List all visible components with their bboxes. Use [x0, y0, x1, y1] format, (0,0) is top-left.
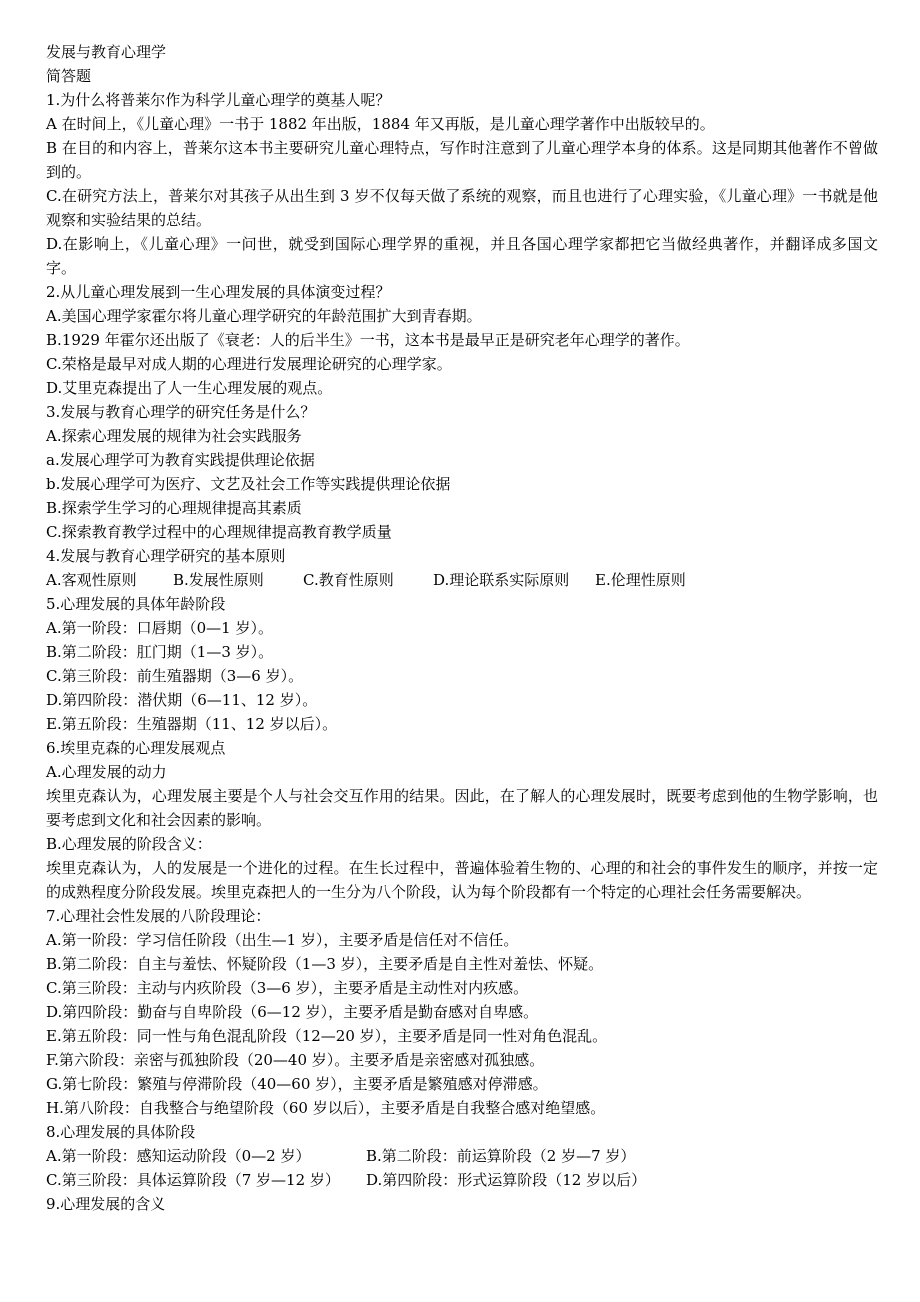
answer-line: B.第二阶段：自主与羞怯、怀疑阶段（1—3 岁），主要矛盾是自主性对羞怯、怀疑。: [46, 955, 604, 973]
stages-row: [46, 1144, 878, 1168]
answer-line: a.发展心理学可为教育实践提供理论依据: [46, 451, 315, 469]
stage-item: C.第三阶段：具体运算阶段（7 岁—12 岁）: [46, 1171, 340, 1189]
answer-line: B.第二阶段：肛门期（1—3 岁）。: [46, 643, 274, 661]
question-1: 1.为什么将普莱尔作为科学儿童心理学的奠基人呢？: [46, 91, 391, 109]
answer-line: D.艾里克森提出了人一生心理发展的观点。: [46, 379, 333, 397]
stage-item: A.第一阶段：感知运动阶段（0—2 岁）: [46, 1147, 311, 1165]
stage-item: D.第四阶段：形式运算阶段（12 岁以后）: [366, 1171, 647, 1189]
question-5: 5.心理发展的具体年龄阶段: [46, 595, 226, 613]
question-7: 7.心理社会性发展的八阶段理论：: [46, 907, 271, 925]
question-3: 3.发展与教育心理学的研究任务是什么？: [46, 403, 316, 421]
principles-row: [46, 568, 878, 592]
answer-line: E.第五阶段：生殖器期（11、12 岁以后）。: [46, 715, 338, 733]
answer-line: D.第四阶段：勤奋与自卑阶段（6—12 岁），主要矛盾是勤奋感对自卑感。: [46, 1003, 539, 1021]
answer-line: B.心理发展的阶段含义：: [46, 835, 212, 853]
question-4: 4.发展与教育心理学研究的基本原则: [46, 547, 286, 565]
principle-item: D.理论联系实际原则: [433, 571, 570, 589]
answer-line: C.探索教育教学过程中的心理规律提高教育教学质量: [46, 523, 392, 541]
answer-paragraph: B 在目的和内容上，普莱尔这本书主要研究儿童心理特点，写作时注意到了儿童心理学本身的体系。这是同期其他著作不曾做到的。: [46, 139, 878, 181]
answer-line: G.第七阶段：繁殖与停滞阶段（40—60 岁），主要矛盾是繁殖感对停滞感。: [46, 1075, 548, 1093]
answer-line: C.第三阶段：前生殖器期（3—6 岁）。: [46, 667, 304, 685]
principle-item: A.客观性原则: [46, 571, 137, 589]
answer-paragraph: 埃里克森认为，心理发展主要是个人与社会交互作用的结果。因此，在了解人的心理发展时，既要考虑到他的生物学影响，也要考虑到文化和社会因素的影响。: [46, 787, 878, 829]
answer-line: A 在时间上，《儿童心理》一书于 1882 年出版，1884 年又再版，是儿童心理学著作中出版较早的。: [46, 115, 715, 133]
answer-line: E.第五阶段：同一性与角色混乱阶段（12—20 岁），主要矛盾是同一性对角色混乱。: [46, 1027, 608, 1045]
answer-line: D.第四阶段：潜伏期（6—11、12 岁）。: [46, 691, 318, 709]
answer-line: A.第一阶段：学习信任阶段（出生—1 岁），主要矛盾是信任对不信任。: [46, 931, 519, 949]
principle-item: C.教育性原则: [303, 571, 394, 589]
answer-line: B.探索学生学习的心理规律提高其素质: [46, 499, 302, 517]
answer-line: A.美国心理学家霍尔将儿童心理学研究的年龄范围扩大到青春期。: [46, 307, 482, 325]
stage-item: B.第二阶段：前运算阶段（2 岁—7 岁）: [366, 1147, 636, 1165]
answer-line: A.心理发展的动力: [46, 763, 167, 781]
answer-line: b.发展心理学可为医疗、文艺及社会工作等实践提供理论依据: [46, 475, 451, 493]
answer-line: C.荣格是最早对成人期的心理进行发展理论研究的心理学家。: [46, 355, 452, 373]
answer-line: H.第八阶段：自我整合与绝望阶段（60 岁以后），主要矛盾是自我整合感对绝望感。: [46, 1099, 606, 1117]
principle-item: B.发展性原则: [173, 571, 264, 589]
stages-row: [46, 1168, 878, 1192]
answer-paragraph: D.在影响上，《儿童心理》一问世，就受到国际心理学界的重视，并且各国心理学家都把它当做经典著作，并翻译成多国文字。: [46, 235, 878, 277]
doc-title: 发展与教育心理学: [46, 43, 167, 61]
section-heading: 简答题: [46, 67, 92, 85]
answer-line: B.1929 年霍尔还出版了《衰老：人的后半生》一书，这本书是最早正是研究老年心理学的著作。: [46, 331, 690, 349]
answer-line: F.第六阶段：亲密与孤独阶段（20—40 岁）。主要矛盾是亲密感对孤独感。: [46, 1051, 545, 1069]
question-2: 2.从儿童心理发展到一生心理发展的具体演变过程？: [46, 283, 391, 301]
answer-line: A.第一阶段：口唇期（0—1 岁）。: [46, 619, 273, 637]
principle-item: E.伦理性原则: [595, 571, 686, 589]
question-6: 6.埃里克森的心理发展观点: [46, 739, 226, 757]
answer-paragraph: C.在研究方法上，普莱尔对其孩子从出生到 3 岁不仅每天做了系统的观察，而且也进行了心理实验，《儿童心理》一书就是他观察和实验结果的总结。: [46, 187, 878, 229]
question-9: 9.心理发展的含义: [46, 1195, 166, 1213]
answer-paragraph: 埃里克森认为，人的发展是一个进化的过程。在生长过程中，普遍体验着生物的、心理的和社会的事件发生的顺序，并按一定的成熟程度分阶段发展。埃里克森把人的一生分为八个阶段，认为每个阶段都有一个特定的心理社会任务需要解决。: [46, 859, 878, 901]
answer-line: C.第三阶段：主动与内疚阶段（3—6 岁），主要矛盾是主动性对内疚感。: [46, 979, 529, 997]
question-8: 8.心理发展的具体阶段: [46, 1123, 196, 1141]
answer-line: A.探索心理发展的规律为社会实践服务: [46, 427, 302, 445]
